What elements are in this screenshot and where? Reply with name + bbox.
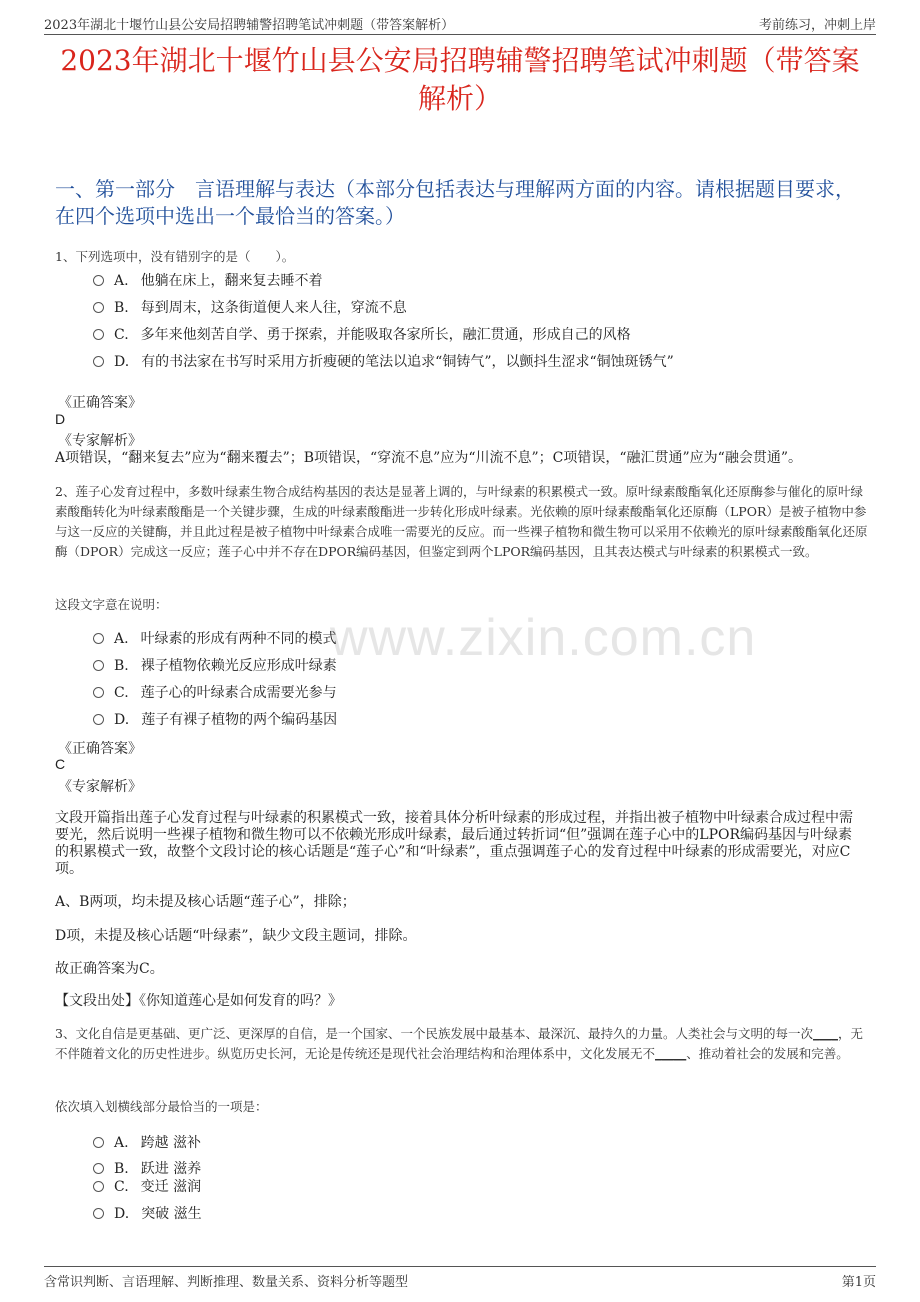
option-letter: C.: [114, 327, 129, 343]
option-letter: D.: [114, 354, 130, 370]
q2-analysis-conclusion: 故正确答案为C。: [55, 961, 164, 977]
q1-option-c[interactable]: [93, 324, 631, 344]
radio-icon[interactable]: [93, 687, 104, 698]
q3-text-a: 3、文化自信是更基础、更广泛、更深厚的自信，是一个国家、一个民族发展中最基本、最深沉、最持久的力量。人类社会与文明的每一次: [55, 1026, 813, 1041]
radio-icon[interactable]: [93, 356, 104, 367]
expert-analysis-label: 《专家解析》: [58, 779, 142, 795]
radio-icon[interactable]: [93, 633, 104, 644]
q3-blank-1: ____: [812, 1026, 838, 1041]
option-text: 变迁 滋润: [140, 1179, 202, 1195]
option-text: 莲子心的叶绿素合成需要光参与: [140, 685, 337, 701]
radio-icon[interactable]: [93, 1181, 104, 1192]
q2-option-a[interactable]: [93, 628, 337, 648]
question-2-stem: 2、莲子心发育过程中，多数叶绿素生物合成结构基因的表达是显著上调的，与叶绿素的积累模式一致。原叶绿素酸酯氧化还原酶参与催化的原叶绿素酸酯转化为叶绿素酸酯是一个关键步骤，生成的叶绿素酸酯进一步转化形成叶绿素。光依赖的原叶绿素酸酯氧化还原酶（LPOR）是被子植物中参与这一反应的关键酶，并且此过程是被子植物中叶绿素合成唯一需要光的反应。而一些裸子植物和微生物可以采用不依赖光的原叶绿素酸酯氧化还原酶（DPOR）完成这一反应；莲子心中并不存在DPOR编码基因，但鉴定到两个LPOR编码基因，且其表达模式与叶绿素的积累模式一致。: [55, 484, 868, 559]
radio-icon[interactable]: [93, 302, 104, 313]
option-text: 每到周末，这条街道便人来人往，穿流不息: [140, 300, 407, 316]
q2-answer: C: [55, 756, 66, 772]
q2-option-b[interactable]: [93, 655, 337, 675]
radio-icon[interactable]: [93, 1137, 104, 1148]
q1-answer: D: [55, 411, 66, 427]
correct-answer-label: 《正确答案》: [58, 741, 142, 757]
option-text: 跃进 滋养: [140, 1161, 202, 1177]
q2-analysis-d: D项，未提及核心话题“叶绿素”，缺少文段主题词，排除。: [55, 928, 417, 944]
expert-analysis-label: 《专家解析》: [58, 433, 142, 449]
option-text: 叶绿素的形成有两种不同的模式: [140, 631, 337, 647]
radio-icon[interactable]: [93, 275, 104, 286]
radio-icon[interactable]: [93, 1208, 104, 1219]
radio-icon[interactable]: [93, 1163, 104, 1174]
document-title: 2023年湖北十堰竹山县公安局招聘辅警招聘笔试冲刺题（带答案解析）: [60, 44, 860, 115]
option-text: 跨越 滋补: [140, 1135, 202, 1151]
q3-option-c[interactable]: [93, 1176, 201, 1196]
question-2-prompt: 这段文字意在说明：: [55, 597, 168, 612]
q3-text-b: ，无不伴随着文化的历史性进步。纵览历史长河，无论是传统还是现代社会治理结构和治理体系中，文化发展无不: [55, 1026, 863, 1061]
q2-option-d[interactable]: [93, 709, 337, 729]
option-text: 裸子植物依赖光反应形成叶绿素: [140, 658, 337, 674]
question-3-stem: [55, 1024, 872, 1064]
q1-option-b[interactable]: [93, 297, 407, 317]
option-letter: C.: [114, 1179, 129, 1195]
correct-answer-label: 《正确答案》: [58, 395, 142, 411]
option-letter: B.: [114, 658, 129, 674]
q1-analysis: A项错误，“翻来复去”应为“翻来覆去”；B项错误，“穿流不息”应为“川流不息”；C项错误，“融汇贯通”应为“融会贯通”。: [55, 450, 802, 466]
q3-option-a[interactable]: [93, 1132, 201, 1152]
source-label: 【文段出处】: [55, 993, 139, 1009]
section-heading: 一、第一部分 言语理解与表达（本部分包括表达与理解两方面的内容。请根据题目要求，在四个选项中选出一个最恰当的答案。）: [55, 177, 855, 228]
option-letter: B.: [114, 300, 129, 316]
question-3-prompt: 依次填入划横线部分最恰当的一项是：: [55, 1099, 268, 1114]
q1-option-d[interactable]: [93, 351, 674, 371]
option-text: 他躺在床上，翻来复去睡不着: [140, 273, 323, 289]
q2-analysis-paragraph: 文段开篇指出莲子心发育过程与叶绿素的积累模式一致，接着具体分析叶绿素的形成过程，并指出被子植物中叶绿素合成过程中需要光，然后说明一些裸子植物和微生物可以不依赖光形成叶绿素，最后通过转折词“但”强调在莲子心中的LPOR编码基因与叶绿素的积累模式一致，故整个文段讨论的核心话题是“莲子心”和“叶绿素”，重点强调莲子心的发育过程中叶绿素的形成需要光，对应C项。: [55, 810, 853, 877]
q3-option-d[interactable]: [93, 1203, 202, 1223]
q2-option-c[interactable]: [93, 682, 337, 702]
header-slogan: 考前练习，冲刺上岸: [758, 18, 876, 33]
option-text: 有的书法家在书写时采用方折瘦硬的笔法以追求“铜铸气”，以颤抖生涩求“铜蚀斑锈气”: [141, 354, 674, 370]
option-letter: D.: [114, 712, 130, 728]
radio-icon[interactable]: [93, 714, 104, 725]
watermark: www.zixin.com.cn: [330, 609, 757, 667]
page-number: 第1页: [841, 1275, 876, 1290]
option-letter: A.: [114, 631, 129, 647]
footer-topics: 含常识判断、言语理解、判断推理、数量关系、资料分析等题型: [44, 1275, 409, 1290]
option-letter: A.: [114, 1135, 129, 1151]
page-footer: [44, 1266, 876, 1291]
q3-option-b[interactable]: [93, 1158, 201, 1178]
radio-icon[interactable]: [93, 660, 104, 671]
source-title: 《你知道莲心是如何发育的吗？》: [139, 993, 342, 1009]
option-letter: A.: [114, 273, 129, 289]
page-header: [44, 10, 876, 35]
option-letter: C.: [114, 685, 129, 701]
q3-text-c: 、推动着社会的发展和完善。: [686, 1046, 849, 1061]
option-text: 突破 滋生: [141, 1206, 202, 1222]
option-text: 莲子有裸子植物的两个编码基因: [141, 712, 338, 728]
option-letter: D.: [114, 1206, 130, 1222]
option-letter: B.: [114, 1161, 129, 1177]
question-1-stem: 1、下列选项中，没有错别字的是（ ）。: [55, 249, 295, 264]
header-doc-title: 2023年湖北十堰竹山县公安局招聘辅警招聘笔试冲刺题（带答案解析）: [44, 18, 455, 33]
q2-source: [55, 993, 865, 1010]
radio-icon[interactable]: [93, 329, 104, 340]
q2-analysis-ab: A、B两项，均未提及核心话题“莲子心”，排除；: [55, 894, 356, 910]
option-text: 多年来他刻苦自学、勇于探索，并能吸取各家所长，融汇贯通，形成自己的风格: [140, 327, 631, 343]
q3-blank-2: _____: [655, 1046, 687, 1061]
q1-option-a[interactable]: [93, 270, 323, 290]
